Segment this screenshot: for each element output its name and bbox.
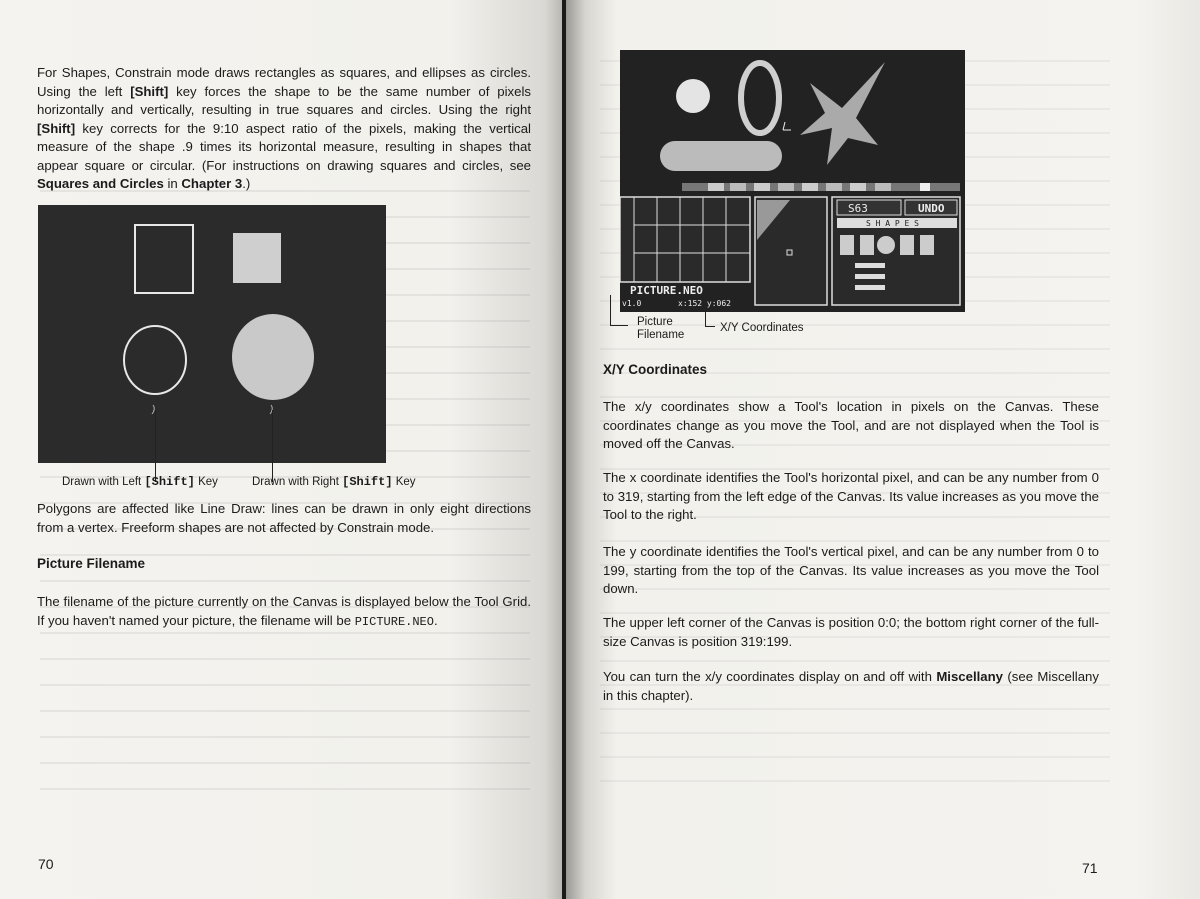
p5-bold-miscellany: Miscellany xyxy=(936,669,1004,684)
tool-grid xyxy=(620,197,750,282)
callout-hline-xy xyxy=(705,326,715,327)
outline-circle-shape xyxy=(124,326,186,394)
colour-palette-strip xyxy=(682,183,960,191)
callout-line-xy xyxy=(705,310,706,326)
constrain-shapes-illustration xyxy=(38,205,386,463)
caption-left-suffix: Key xyxy=(194,476,218,488)
cursor-mark-left xyxy=(152,405,154,414)
callout-line-right xyxy=(272,410,273,482)
screen-count-readout: S63 xyxy=(848,202,868,215)
caption-right-shift xyxy=(252,475,416,489)
intro-bold-shift-right: [Shift] xyxy=(37,120,76,136)
filled-circle-shape xyxy=(232,314,314,400)
left-page xyxy=(0,0,562,899)
p5-text: You can turn the x/y coordinates display on and off with xyxy=(603,669,937,684)
callout-picture-line2: Filename xyxy=(637,329,685,341)
polygons-paragraph: Polygons are affected like Line Draw: lines can be drawn in only eight directions from a vertex. Freeform shapes are not affected by Constrain mode. xyxy=(37,501,531,535)
filename-text: The filename of the picture currently on the Canvas is displayed below the Tool Grid. If you haven't named your picture, the filename will be xyxy=(37,594,531,628)
crosshair-cursor xyxy=(783,122,791,130)
screen-filename-readout: PICTURE.NEO xyxy=(630,284,703,297)
canvas-rounded-bar xyxy=(660,141,782,171)
xy-coordinates-heading: X/Y Coordinates xyxy=(603,362,708,377)
caption-left-text: Drawn with Left xyxy=(62,476,145,488)
screen-svg xyxy=(620,50,965,312)
p5-text-end: (see Miscellany in this chapter). xyxy=(603,669,1099,703)
xy-paragraph-3: The y coordinate identifies the Tool's vertical pixel, and can be any number from 0 to 199, starting from the top of the Canvas. Its value increases as you move the Tool down. xyxy=(603,544,1099,596)
caption-left-shift xyxy=(62,475,218,489)
intro-text-1: For Shapes, Constrain mode draws rectangles as squares, and ellipses as circles. Using the left xyxy=(37,65,531,99)
intro-text-5: .) xyxy=(242,176,251,191)
intro-bold-squares-circles: Squares and Circles xyxy=(37,176,164,191)
picture-filename-paragraph xyxy=(37,593,531,631)
screen-xy-readout: x:152 y:062 xyxy=(678,299,731,308)
callout-hline-filename xyxy=(610,325,628,326)
page-number-left: 70 xyxy=(38,856,54,872)
caption-left-key: [Shift] xyxy=(144,475,195,489)
xy-paragraph-1: The x/y coordinates show a Tool's location in pixels on the Canvas. These coordinates change as you move the Tool, and are not displayed when the Tool is moved off the Canvas. xyxy=(603,399,1099,451)
magnifier-panel xyxy=(755,197,827,305)
xy-paragraph-5 xyxy=(603,668,1099,705)
caption-right-suffix: Key xyxy=(392,476,416,488)
filename-mono: PICTURE.NEO xyxy=(354,614,434,629)
constrain-intro-paragraph xyxy=(37,64,531,194)
picture-filename-heading: Picture Filename xyxy=(37,556,146,571)
screen-shapes-label: S H A P E S xyxy=(866,219,919,228)
screen-undo-label: UNDO xyxy=(918,202,945,215)
callout-line-left xyxy=(155,410,156,482)
callout-xy-coordinates: X/Y Coordinates xyxy=(720,322,804,334)
intro-text-3: key corrects for the 9:10 aspect ratio of the pixels, making the vertical measure of the shape .9 times its horizontal measure, resulting in shapes that appear square or circular. (For instructions on drawing squares and circles, see xyxy=(37,120,531,173)
xy-paragraph-4: The upper left corner of the Canvas is position 0:0; the bottom right corner of the full-size Canvas is position 319:199. xyxy=(603,615,1099,649)
canvas-ring xyxy=(741,63,779,133)
outline-square-shape xyxy=(135,225,193,293)
shapes-svg xyxy=(38,205,386,463)
screen-version-readout: v1.0 xyxy=(622,299,642,308)
intro-text-4: in xyxy=(163,176,182,191)
caption-right-key: [Shift] xyxy=(342,475,393,489)
intro-text-2: key forces the shape to be the same number of pixels horizontally and vertically, resulting in true squares and circles. Using the right xyxy=(37,83,531,117)
intro-bold-shift-left: [Shift] xyxy=(130,83,169,99)
neochrome-screen-illustration xyxy=(620,50,965,312)
canvas-star xyxy=(800,62,885,165)
filled-square-shape xyxy=(233,233,281,283)
filename-text-end: . xyxy=(433,612,438,628)
intro-bold-chapter: Chapter 3 xyxy=(181,176,243,191)
callout-picture-line1: Picture xyxy=(637,316,673,328)
page-number-right: 71 xyxy=(1082,860,1098,876)
callout-picture-filename xyxy=(637,316,684,342)
xy-paragraph-2: The x coordinate identifies the Tool's horizontal pixel, and can be any number from 0 to 319, starting from the left edge of the Canvas. Its value increases as you move the Tool to the right. xyxy=(603,470,1099,522)
caption-right-text: Drawn with Right xyxy=(252,476,343,488)
canvas-circle xyxy=(676,79,710,113)
callout-line-filename xyxy=(610,295,611,325)
